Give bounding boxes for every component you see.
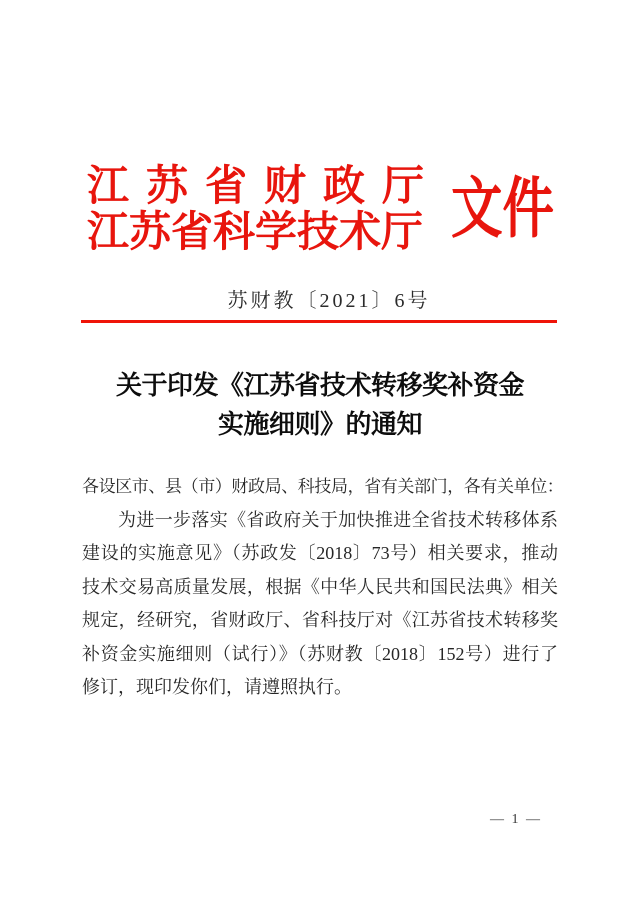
letterhead-divider-line bbox=[81, 320, 557, 323]
document-number: 苏财教〔2021〕6号 bbox=[227, 290, 431, 312]
issuing-agencies bbox=[87, 164, 424, 256]
letterhead bbox=[87, 164, 583, 256]
document-title-line-1: 关于印发《江苏省技术转移奖补资金 bbox=[115, 371, 524, 400]
page-number: — 1 — bbox=[490, 812, 542, 827]
body-paragraph: 为进一步落实《省政府关于加快推进全省技术转移体系建设的实施意见》（苏政发〔2018〕73号）相关要求，推动技术交易高质量发展，根据《中华人民共和国民法典》相关规定，经研究，省财政厅、省科技厅对《江苏省技术转移奖补资金实施细则（试行）》（苏财教〔2018〕152号）进行了修订，现印发你们，请遵照执行。 bbox=[82, 509, 558, 697]
agency-name-science-tech-dept: 江苏省科学技术厅 bbox=[87, 210, 424, 256]
salutation-line: 各设区市、县（市）财政局、科技局，省有关部门，各有关单位： bbox=[82, 477, 564, 496]
agency-name-finance-dept: 江 苏 省 财 政 厅 bbox=[87, 164, 424, 210]
document-title-line-2: 实施细则》的通知 bbox=[217, 410, 422, 439]
document-title bbox=[40, 366, 600, 444]
doc-type-label: 文件 bbox=[451, 173, 554, 246]
document-body bbox=[82, 470, 564, 705]
